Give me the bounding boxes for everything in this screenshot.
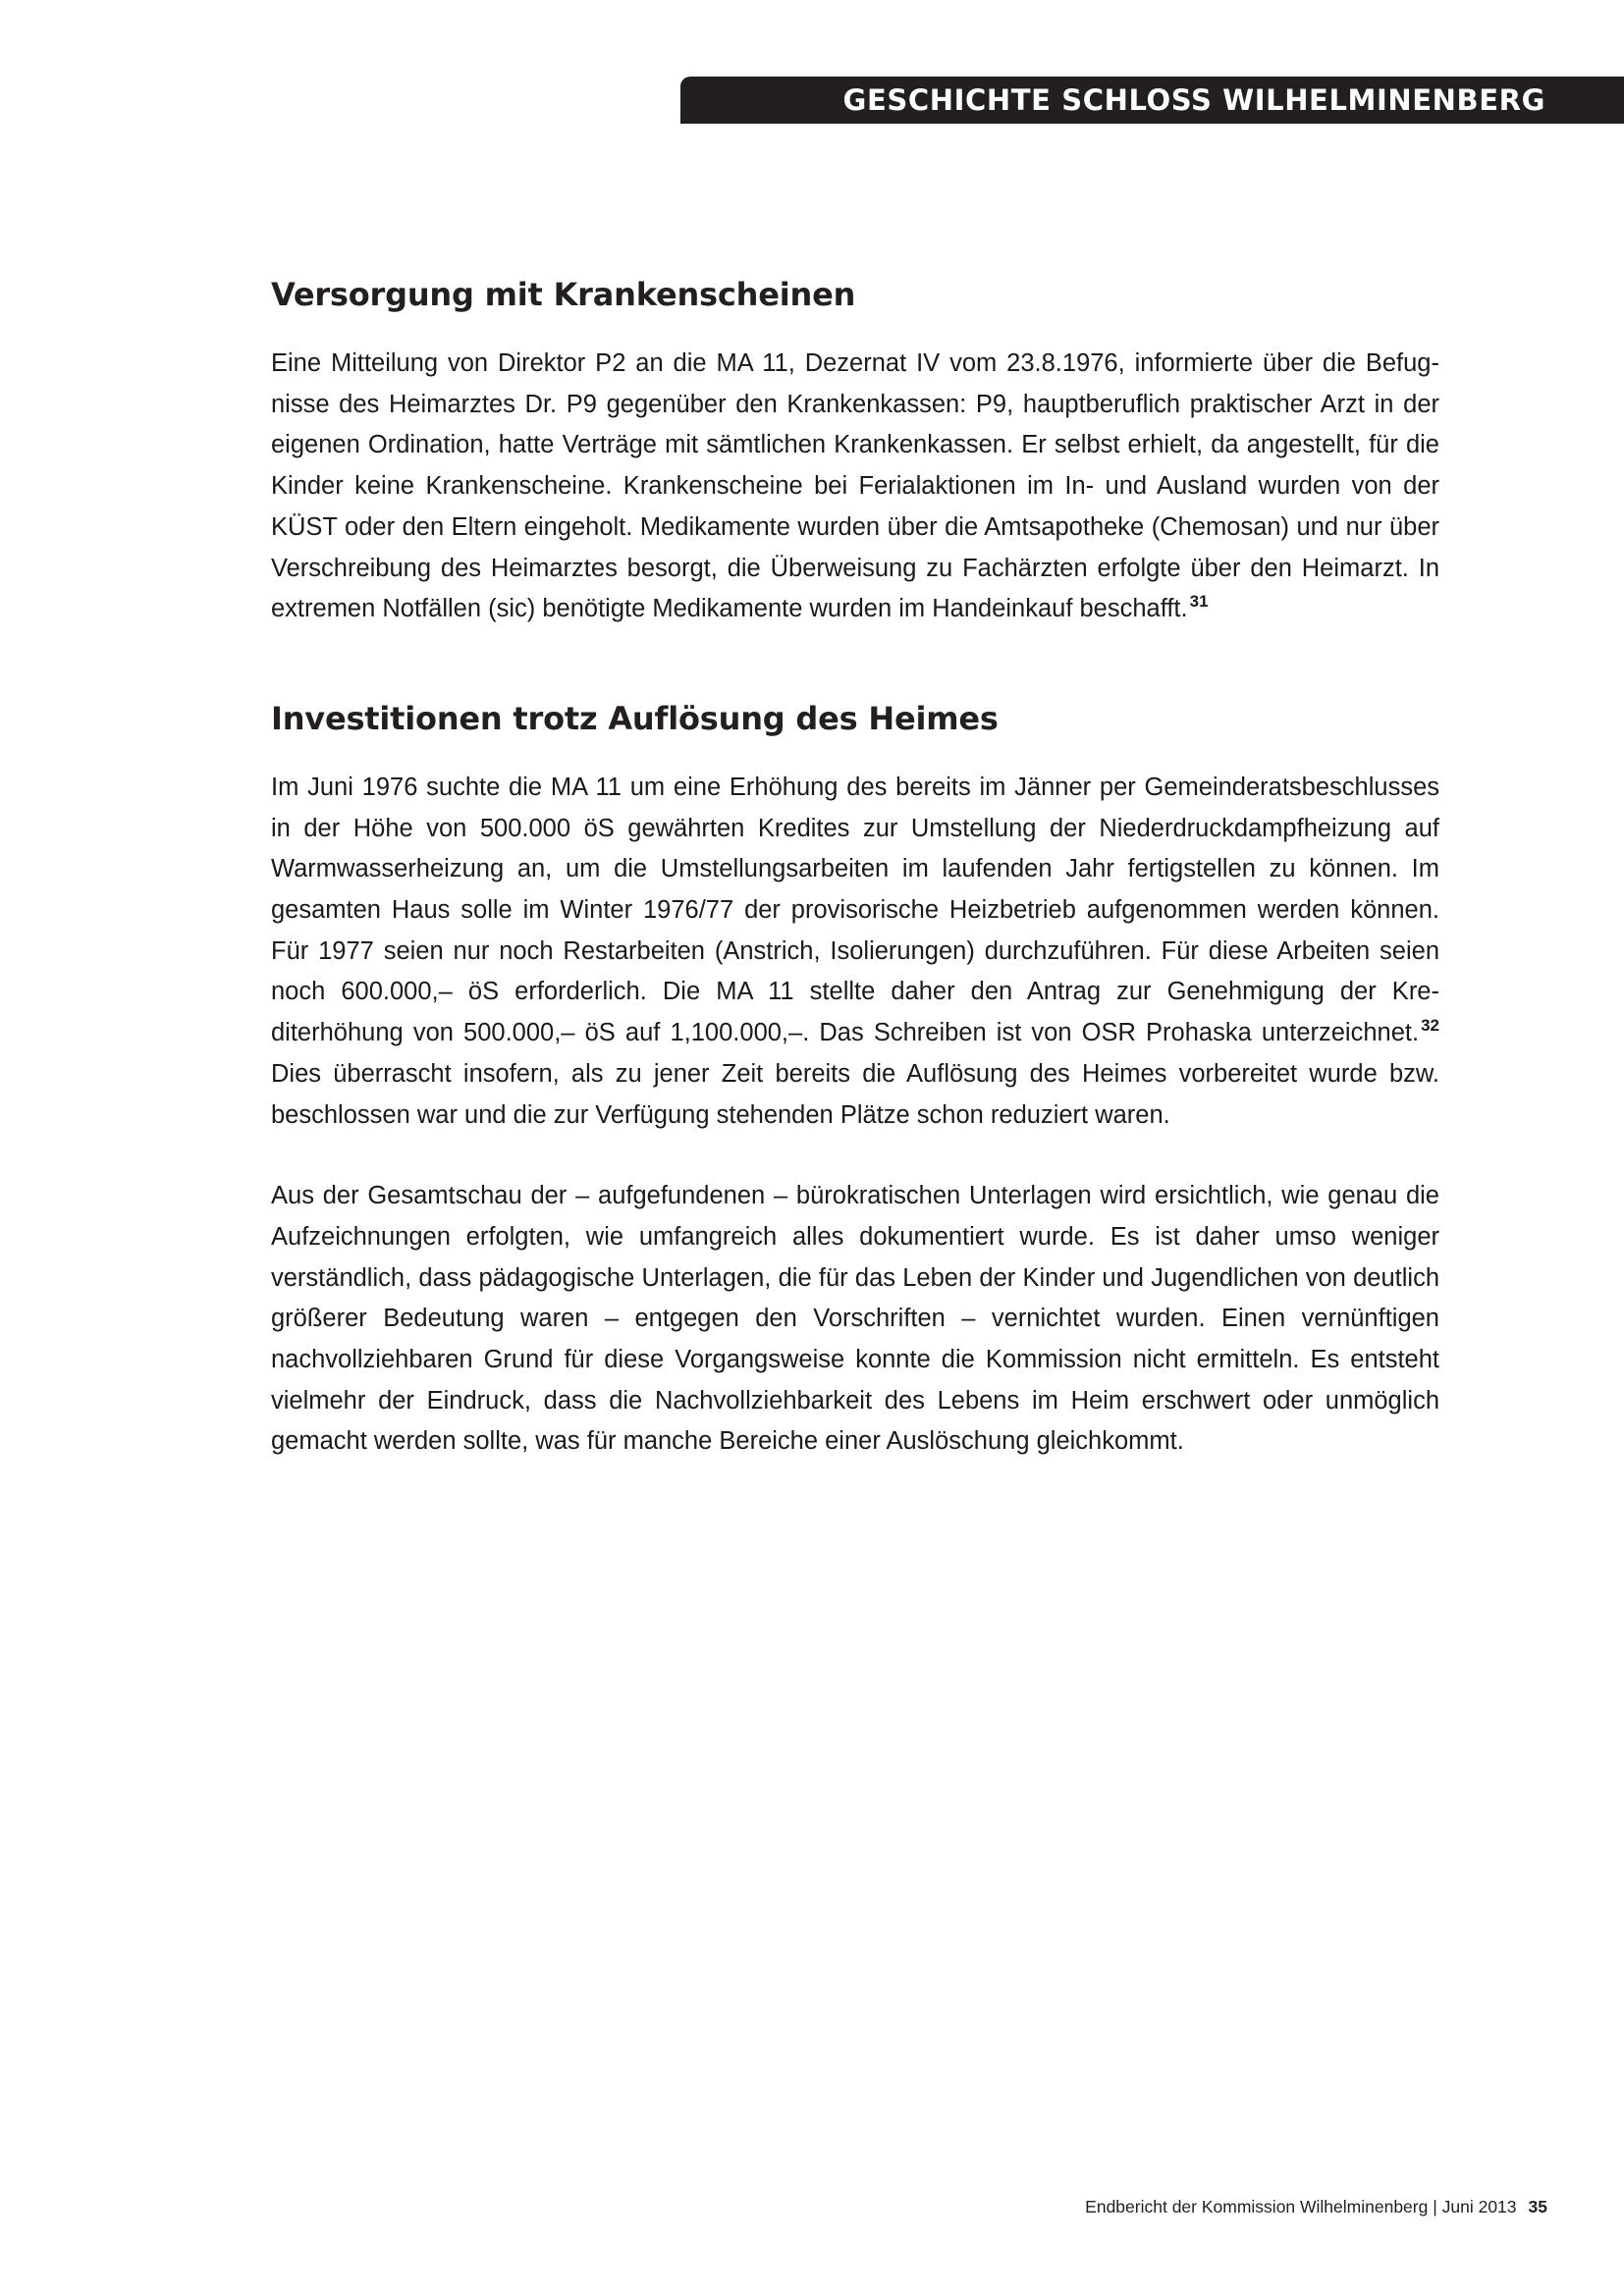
page-footer [1085,2197,1547,2217]
footnote-marker-32[interactable]: 32 [1421,1016,1439,1036]
main-content [271,275,1439,1463]
paragraph-text-after: Dies überrascht insofern, als zu jener Zeit bereits die Auflösung des Heimes vorbereitet wurde bzw. beschlossen war und die zur Verfügung stehenden Plätze schon reduziert waren. [271,1059,1439,1129]
section-heading-investitionen: Investitionen trotz Auflösung des Heimes [271,699,999,737]
section-heading-krankenscheine: Versorgung mit Krankenscheinen [271,276,856,313]
paragraph-text: Aus der Gesamtschau der – aufgefundenen – bürokratischen Unterlagen wird ersichtlich, wie genau die Aufzeichnungen erfolgten, wie umfangreich alles dokumentiert wurde. Es ist daher umso weniger verständlich, dass pädagogische Unterlagen, die für das Leben der Kinder und Jugendlichen von deutlich größerer Bedeutung waren – entgegen den Vorschriften – vernichtet wurden. Einen vernünftigen nachvollziehbaren Grund für diese Vorgangsweise konnte die Kommission nicht ermitteln. Es entsteht vielmehr der Eindruck, dass die Nachvollziehbarkeit des Lebens im Heim erschwert oder unmöglich gemacht werden sollte, was für manche Bereiche einer Auslöschung gleichkommt. [271,1182,1439,1456]
running-header-title: GESCHICHTE SCHLOSS WILHELMINENBERG [842,83,1545,117]
paragraph-text: Eine Mitteilung von Direktor P2 an die MA 11, Dezernat IV vom 23.8.1976, informierte über die Befugnisse des Heimarztes Dr. P9 gegenüber den Krankenkassen: P9, hauptberuflich praktischer Arzt in der eigenen Ordination, hatte Verträge mit sämtlichen Krankenkassen. Er selbst erhielt, da angestellt, für die Kinder keine Krankenscheine. Krankenscheine bei Ferialaktionen im In- und Ausland wurden von der KÜST oder den Eltern eingeholt. Medikamente wurden über die Amtsapotheke (Chemosan) und nur über Verschreibung des Heimarztes besorgt, die Überweisung zu Fachärzten erfolgte über den Heimarzt. In extremen Notfällen (sic) benötigte Medikamente wurden im Handeinkauf beschafft. [271,349,1439,623]
page-number: 35 [1528,2197,1547,2216]
footer-report-title: Endbericht der Kommission Wilhelminenberg | Juni 2013 [1085,2197,1517,2216]
paragraph-gesamtschau [271,1176,1439,1463]
header-bar [680,77,1624,124]
footnote-marker-31[interactable]: 31 [1189,592,1209,612]
paragraph-text-before: Im Juni 1976 suchte die MA 11 um eine Erhöhung des bereits im Jänner per Gemeinderatsbeschlusses in der Höhe von 500.000 öS gewährten Kredites zur Umstellung der Niederdruckdampfheizung auf Warmwasserheizung an, um die Umstellungsarbeiten im laufenden Jahr fertigstellen zu können. Im gesamten Haus solle im Winter 1976/77 der provisorische Heizbetrieb aufgenommen werden können. Für 1977 seien nur noch Restarbeiten (Anstrich, Isolierungen) durchzuführen. Für diese Arbeiten seien noch 600.000,– öS erforderlich. Die MA 11 stellte daher den Antrag zur Genehmigung der Krediterhöhung von 500.000,– öS auf 1,100.000,–. Das Schreiben ist von OSR Prohaska unterzeichnet. [271,773,1439,1047]
paragraph-krankenscheine [271,344,1439,630]
paragraph-investitionen [271,768,1439,1136]
